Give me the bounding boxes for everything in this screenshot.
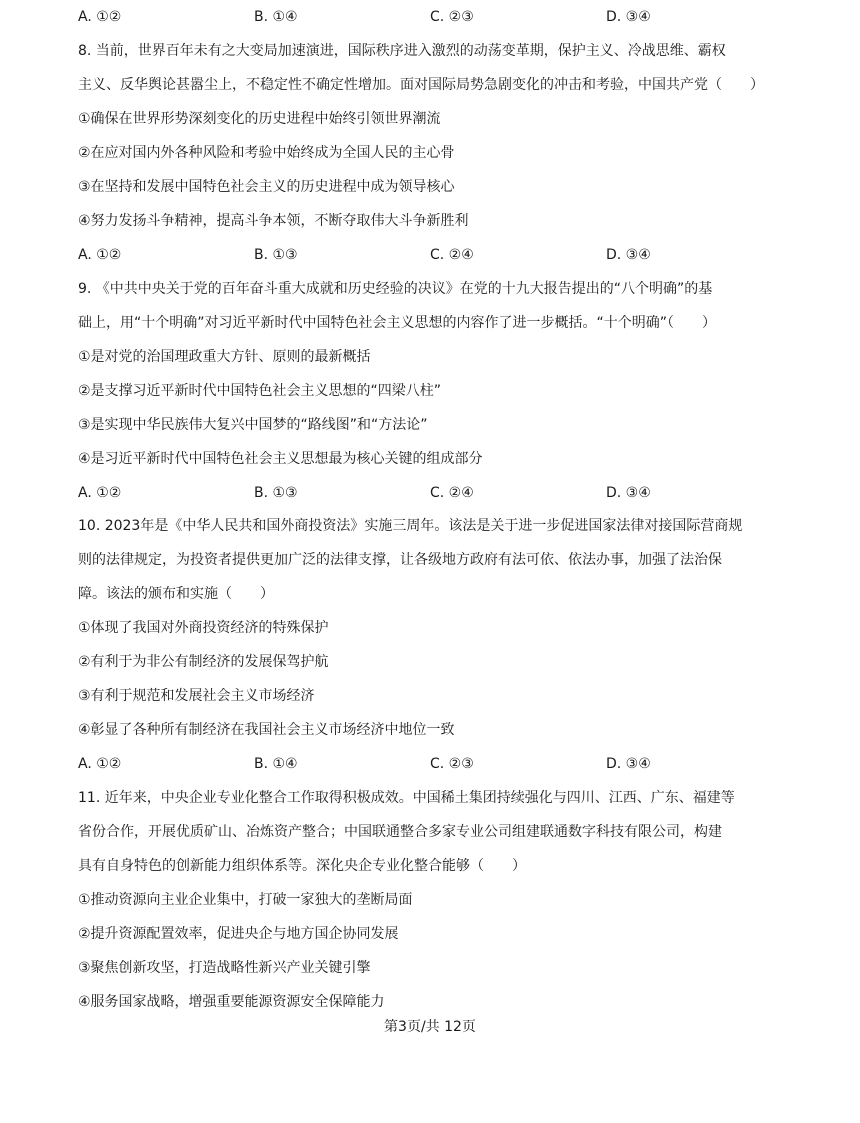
q8-stem-line-2: 主义、反华舆论甚嚣尘上，不稳定性不确定性增加。面对国际局势急剧变化的冲击和考验，中国共产党（ ） — [78, 77, 764, 93]
q10-option-d[interactable]: D. ③④ — [606, 756, 651, 772]
q7-option-c[interactable]: C. ②③ — [430, 9, 474, 25]
q8-item-1: ①确保在世界形势深刻变化的历史进程中始终引领世界潮流 — [78, 111, 441, 127]
q9-option-a[interactable]: A. ①② — [78, 485, 122, 501]
q8-option-d[interactable]: D. ③④ — [606, 247, 651, 263]
q11-item-3: ③聚焦创新攻坚，打造战略性新兴产业关键引擎 — [78, 960, 371, 976]
q10-stem-line-2: 则的法律规定，为投资者提供更加广泛的法律支撑，让各级地方政府有法可依、依法办事，加强了法治保 — [78, 552, 722, 568]
q10-item-3: ③有利于规范和发展社会主义市场经济 — [78, 688, 315, 704]
q8-option-a[interactable]: A. ①② — [78, 247, 122, 263]
q7-option-a[interactable]: A. ①② — [78, 9, 122, 25]
q9-stem-line-2: 础上，用“十个明确”对习近平新时代中国特色社会主义思想的内容作了进一步概括。“十个明确”（ ） — [78, 315, 717, 331]
q10-option-a[interactable]: A. ①② — [78, 756, 122, 772]
q8-stem-line-1: 8. 当前，世界百年未有之大变局加速演进，国际秩序进入激烈的动荡变革期，保护主义、冷战思维、霸权 — [78, 43, 726, 59]
q10-item-4: ④彰显了各种所有制经济在我国社会主义市场经济中地位一致 — [78, 722, 455, 738]
q11-item-2: ②提升资源配置效率，促进央企与地方国企协同发展 — [78, 926, 399, 942]
q10-stem-line-1: 10. 2023年是《中华人民共和国外商投资法》实施三周年。该法是关于进一步促进国家法律对接国际营商规 — [78, 518, 743, 534]
q9-item-4: ④是习近平新时代中国特色社会主义思想最为核心关键的组成部分 — [78, 451, 483, 467]
q9-stem-line-1: 9. 《中共中央关于党的百年奋斗重大成就和历史经验的决议》在党的十九大报告提出的“八个明确”的基 — [78, 281, 713, 297]
q8-option-b[interactable]: B. ①③ — [254, 247, 298, 263]
q9-item-3: ③是实现中华民族伟大复兴中国梦的“路线图”和“方法论” — [78, 417, 428, 433]
q11-stem-line-2: 省份合作，开展优质矿山、冶炼资产整合；中国联通整合多家专业公司组建联通数字科技有限公司，构建 — [78, 824, 722, 840]
q8-option-c[interactable]: C. ②④ — [430, 247, 474, 263]
q9-option-d[interactable]: D. ③④ — [606, 485, 651, 501]
q9-item-1: ①是对党的治国理政重大方针、原则的最新概括 — [78, 349, 371, 365]
q9-option-b[interactable]: B. ①③ — [254, 485, 298, 501]
q10-option-b[interactable]: B. ①④ — [254, 756, 298, 772]
q9-item-2: ②是支撑习近平新时代中国特色社会主义思想的“四梁八柱” — [78, 383, 442, 399]
q10-item-1: ①体现了我国对外商投资经济的特殊保护 — [78, 620, 329, 636]
q11-item-1: ①推动资源向主业企业集中，打破一家独大的垄断局面 — [78, 892, 413, 908]
q10-options — [78, 754, 788, 774]
q9-option-c[interactable]: C. ②④ — [430, 485, 474, 501]
q8-item-4: ④努力发扬斗争精神，提高斗争本领，不断夺取伟大斗争新胜利 — [78, 213, 469, 229]
q8-options — [78, 245, 788, 265]
q11-stem-line-1: 11. 近年来，中央企业专业化整合工作取得积极成效。中国稀土集团持续强化与四川、江西、广东、福建等 — [78, 790, 735, 806]
q10-stem-line-3: 障。该法的颁布和实施（ ） — [78, 586, 274, 602]
page-number: 第3页/共 12页 — [384, 1019, 476, 1035]
q8-item-3: ③在坚持和发展中国特色社会主义的历史进程中成为领导核心 — [78, 179, 455, 195]
q7-options — [78, 7, 788, 27]
q9-options — [78, 483, 788, 503]
q11-stem-line-3: 具有自身特色的创新能力组织体系等。深化央企专业化整合能够（ ） — [78, 858, 526, 874]
q10-option-c[interactable]: C. ②③ — [430, 756, 474, 772]
q7-option-b[interactable]: B. ①④ — [254, 9, 298, 25]
q8-item-2: ②在应对国内外各种风险和考验中始终成为全国人民的主心骨 — [78, 145, 455, 161]
q7-option-d[interactable]: D. ③④ — [606, 9, 651, 25]
q11-item-4: ④服务国家战略，增强重要能源资源安全保障能力 — [78, 994, 385, 1010]
q10-item-2: ②有利于为非公有制经济的发展保驾护航 — [78, 654, 329, 670]
